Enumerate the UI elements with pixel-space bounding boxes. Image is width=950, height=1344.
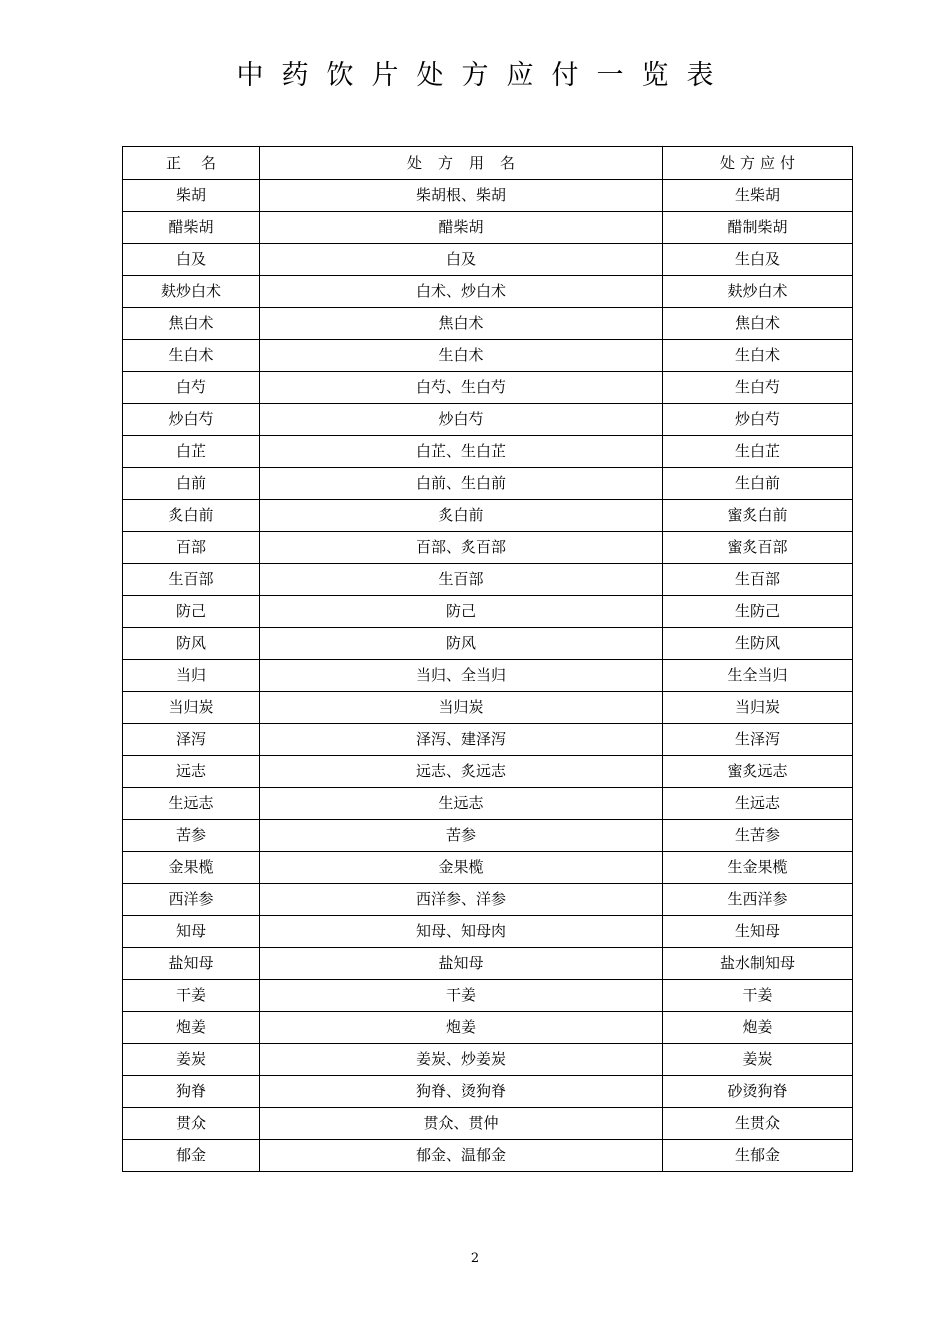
prescription-name-cell: 焦白术 bbox=[260, 308, 663, 340]
prescription-name-cell: 醋柴胡 bbox=[260, 212, 663, 244]
header-official-name: 正名 bbox=[123, 147, 260, 180]
prescription-name-cell: 郁金、温郁金 bbox=[260, 1140, 663, 1172]
dispensed-item-cell: 生柴胡 bbox=[663, 180, 853, 212]
table-row bbox=[123, 756, 853, 788]
prescription-name-cell: 苦参 bbox=[260, 820, 663, 852]
official-name-cell: 炙白前 bbox=[123, 500, 260, 532]
official-name-cell: 郁金 bbox=[123, 1140, 260, 1172]
prescription-name-cell: 白芍、生白芍 bbox=[260, 372, 663, 404]
table-row bbox=[123, 724, 853, 756]
dispensed-item-cell: 生白及 bbox=[663, 244, 853, 276]
prescription-name-cell: 生远志 bbox=[260, 788, 663, 820]
dispensed-item-cell: 当归炭 bbox=[663, 692, 853, 724]
dispensed-item-cell: 蜜炙白前 bbox=[663, 500, 853, 532]
dispensed-item-cell: 蜜炙百部 bbox=[663, 532, 853, 564]
table-row bbox=[123, 1108, 853, 1140]
prescription-name-cell: 西洋参、洋参 bbox=[260, 884, 663, 916]
table-row bbox=[123, 436, 853, 468]
prescription-table bbox=[122, 146, 853, 1172]
official-name-cell: 干姜 bbox=[123, 980, 260, 1012]
table-row bbox=[123, 788, 853, 820]
table-row bbox=[123, 308, 853, 340]
prescription-name-cell: 贯众、贯仲 bbox=[260, 1108, 663, 1140]
dispensed-item-cell: 生全当归 bbox=[663, 660, 853, 692]
table-row bbox=[123, 884, 853, 916]
table-row bbox=[123, 372, 853, 404]
dispensed-item-cell: 姜炭 bbox=[663, 1044, 853, 1076]
official-name-cell: 苦参 bbox=[123, 820, 260, 852]
official-name-cell: 醋柴胡 bbox=[123, 212, 260, 244]
prescription-name-cell: 生百部 bbox=[260, 564, 663, 596]
table-row bbox=[123, 244, 853, 276]
header-prescription-name: 处方用名 bbox=[260, 147, 663, 180]
dispensed-item-cell: 生百部 bbox=[663, 564, 853, 596]
table-row bbox=[123, 532, 853, 564]
official-name-cell: 柴胡 bbox=[123, 180, 260, 212]
official-name-cell: 当归炭 bbox=[123, 692, 260, 724]
prescription-name-cell: 盐知母 bbox=[260, 948, 663, 980]
table-row bbox=[123, 1012, 853, 1044]
table-row bbox=[123, 404, 853, 436]
prescription-name-cell: 金果榄 bbox=[260, 852, 663, 884]
official-name-cell: 生百部 bbox=[123, 564, 260, 596]
dispensed-item-cell: 生泽泻 bbox=[663, 724, 853, 756]
table-row bbox=[123, 660, 853, 692]
table-row bbox=[123, 948, 853, 980]
dispensed-item-cell: 生知母 bbox=[663, 916, 853, 948]
prescription-name-cell: 生白术 bbox=[260, 340, 663, 372]
official-name-cell: 盐知母 bbox=[123, 948, 260, 980]
prescription-name-cell: 百部、炙百部 bbox=[260, 532, 663, 564]
official-name-cell: 百部 bbox=[123, 532, 260, 564]
dispensed-item-cell: 生苦参 bbox=[663, 820, 853, 852]
official-name-cell: 白芷 bbox=[123, 436, 260, 468]
official-name-cell: 防己 bbox=[123, 596, 260, 628]
official-name-cell: 焦白术 bbox=[123, 308, 260, 340]
official-name-cell: 泽泻 bbox=[123, 724, 260, 756]
official-name-cell: 白芍 bbox=[123, 372, 260, 404]
table-row bbox=[123, 468, 853, 500]
table-row bbox=[123, 820, 853, 852]
dispensed-item-cell: 生西洋参 bbox=[663, 884, 853, 916]
official-name-cell: 炒白芍 bbox=[123, 404, 260, 436]
table-row bbox=[123, 180, 853, 212]
table-row bbox=[123, 500, 853, 532]
prescription-name-cell: 白及 bbox=[260, 244, 663, 276]
dispensed-item-cell: 生远志 bbox=[663, 788, 853, 820]
prescription-name-cell: 姜炭、炒姜炭 bbox=[260, 1044, 663, 1076]
official-name-cell: 生远志 bbox=[123, 788, 260, 820]
dispensed-item-cell: 生防己 bbox=[663, 596, 853, 628]
official-name-cell: 知母 bbox=[123, 916, 260, 948]
page-title: 中药饮片处方应付一览表 bbox=[236, 60, 732, 91]
prescription-name-cell: 泽泻、建泽泻 bbox=[260, 724, 663, 756]
official-name-cell: 当归 bbox=[123, 660, 260, 692]
prescription-name-cell: 防风 bbox=[260, 628, 663, 660]
prescription-name-cell: 狗脊、烫狗脊 bbox=[260, 1076, 663, 1108]
dispensed-item-cell: 干姜 bbox=[663, 980, 853, 1012]
prescription-name-cell: 炮姜 bbox=[260, 1012, 663, 1044]
table-row bbox=[123, 340, 853, 372]
official-name-cell: 狗脊 bbox=[123, 1076, 260, 1108]
table-row bbox=[123, 596, 853, 628]
official-name-cell: 生白术 bbox=[123, 340, 260, 372]
table-row bbox=[123, 1140, 853, 1172]
table-row bbox=[123, 628, 853, 660]
prescription-name-cell: 防己 bbox=[260, 596, 663, 628]
dispensed-item-cell: 生白前 bbox=[663, 468, 853, 500]
prescription-name-cell: 当归、全当归 bbox=[260, 660, 663, 692]
dispensed-item-cell: 生金果榄 bbox=[663, 852, 853, 884]
table-row bbox=[123, 276, 853, 308]
table-row bbox=[123, 1044, 853, 1076]
official-name-cell: 贯众 bbox=[123, 1108, 260, 1140]
table-body bbox=[123, 180, 853, 1172]
dispensed-item-cell: 焦白术 bbox=[663, 308, 853, 340]
table-row bbox=[123, 980, 853, 1012]
official-name-cell: 西洋参 bbox=[123, 884, 260, 916]
prescription-name-cell: 白术、炒白术 bbox=[260, 276, 663, 308]
table-row bbox=[123, 564, 853, 596]
table-header-row bbox=[123, 147, 853, 180]
dispensed-item-cell: 蜜炙远志 bbox=[663, 756, 853, 788]
official-name-cell: 麸炒白术 bbox=[123, 276, 260, 308]
dispensed-item-cell: 生防风 bbox=[663, 628, 853, 660]
prescription-name-cell: 当归炭 bbox=[260, 692, 663, 724]
table-row bbox=[123, 1076, 853, 1108]
official-name-cell: 白前 bbox=[123, 468, 260, 500]
dispensed-item-cell: 炮姜 bbox=[663, 1012, 853, 1044]
prescription-name-cell: 远志、炙远志 bbox=[260, 756, 663, 788]
dispensed-item-cell: 生白术 bbox=[663, 340, 853, 372]
dispensed-item-cell: 麸炒白术 bbox=[663, 276, 853, 308]
prescription-name-cell: 干姜 bbox=[260, 980, 663, 1012]
prescription-name-cell: 知母、知母肉 bbox=[260, 916, 663, 948]
official-name-cell: 金果榄 bbox=[123, 852, 260, 884]
dispensed-item-cell: 醋制柴胡 bbox=[663, 212, 853, 244]
official-name-cell: 炮姜 bbox=[123, 1012, 260, 1044]
official-name-cell: 白及 bbox=[123, 244, 260, 276]
dispensed-item-cell: 砂烫狗脊 bbox=[663, 1076, 853, 1108]
prescription-name-cell: 炒白芍 bbox=[260, 404, 663, 436]
table-row bbox=[123, 852, 853, 884]
dispensed-item-cell: 生郁金 bbox=[663, 1140, 853, 1172]
official-name-cell: 远志 bbox=[123, 756, 260, 788]
header-dispensed-item: 处方应付 bbox=[663, 147, 853, 180]
table-row bbox=[123, 916, 853, 948]
official-name-cell: 防风 bbox=[123, 628, 260, 660]
table-row bbox=[123, 692, 853, 724]
official-name-cell: 姜炭 bbox=[123, 1044, 260, 1076]
dispensed-item-cell: 生贯众 bbox=[663, 1108, 853, 1140]
page-number: 2 bbox=[470, 1251, 480, 1266]
prescription-name-cell: 白前、生白前 bbox=[260, 468, 663, 500]
dispensed-item-cell: 炒白芍 bbox=[663, 404, 853, 436]
table-row bbox=[123, 212, 853, 244]
prescription-name-cell: 炙白前 bbox=[260, 500, 663, 532]
prescription-name-cell: 白芷、生白芷 bbox=[260, 436, 663, 468]
dispensed-item-cell: 生白芍 bbox=[663, 372, 853, 404]
dispensed-item-cell: 盐水制知母 bbox=[663, 948, 853, 980]
dispensed-item-cell: 生白芷 bbox=[663, 436, 853, 468]
prescription-name-cell: 柴胡根、柴胡 bbox=[260, 180, 663, 212]
